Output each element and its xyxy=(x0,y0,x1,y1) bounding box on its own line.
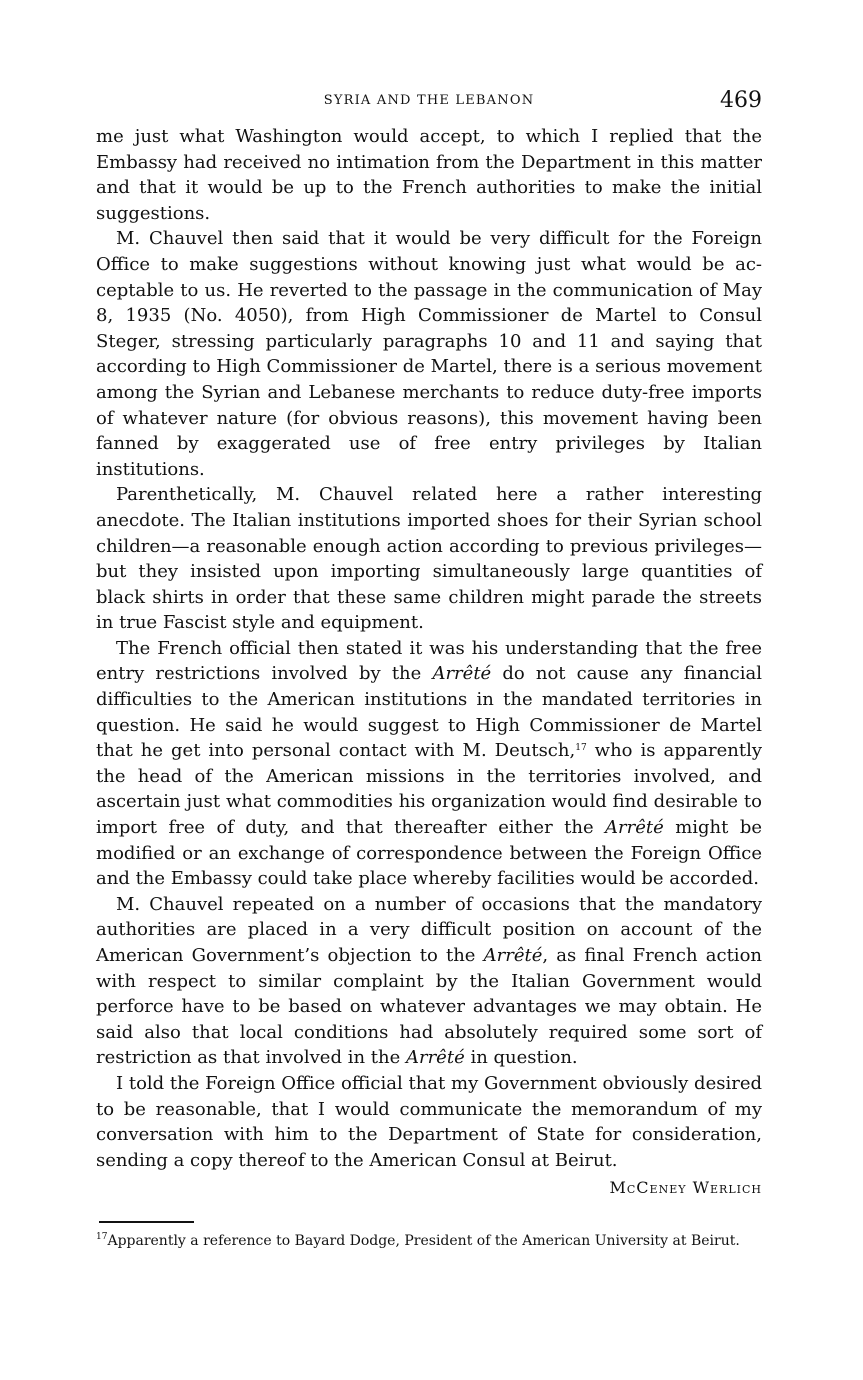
paragraph-4 xyxy=(96,636,762,892)
paragraph-4-text-a: The French official then stated it was his understanding that the free entry restrictions involved by the xyxy=(96,637,762,685)
footnote-reference: 17 xyxy=(575,743,587,754)
footnote xyxy=(96,1233,762,1250)
footnote-text: Apparently a reference to Bayard Dodge, President of the American University at Beirut. xyxy=(107,1232,740,1249)
arrete-term: Arrêté xyxy=(405,1047,465,1069)
signature-name: McCeney Werlich xyxy=(609,1178,762,1198)
paragraph-4-text-b: do not cause any financial difficulties to the American institutions in the mandated territories in question. He said he would suggest to High Commissioner de Martel that he get into personal contact with M. Deutsch, xyxy=(96,663,762,762)
arrete-term: Arrêté xyxy=(605,817,664,839)
page-header xyxy=(96,88,762,122)
paragraph-6: I told the Foreign Office official that my Government obviously desired to be reasonable, that I would communicate the memorandum of my conversation with him to the Department of State for consideration, sending a copy thereof to the American Consul at Beirut. xyxy=(96,1072,763,1171)
paragraph-1: me just what Washington would accept, to which I replied that the Embassy had received no intimation from the Department in this matter and that it would be up to the French authorities to make the initial suggestions. xyxy=(96,126,762,224)
arrete-term: Arrêté xyxy=(483,945,543,966)
footnote-marker: 17 xyxy=(96,1231,108,1242)
paragraph-3: Parenthetically, M. Chauvel related here a rather interesting anecdote. The Italian institutions imported shoes for their Syrian school children—a reasonable enough action according to previous privileges—but they insisted upon importing simultaneously large quantities of black shirts in order that these same children might parade the streets in true Fascist style and equipment. xyxy=(96,484,762,634)
paragraph-5-text-a: M. Chauvel repeated on a number of occasions that the mandatory authorities are placed in a very difficult position on account of the American Government’s objection to the xyxy=(96,893,762,966)
arrete-term: Arrêté xyxy=(432,663,492,685)
paragraph-4-text-c: who is apparently the head of the American missions in the territories involved, and ascertain just what commodities his organization would find desirable to import free of duty, and that thereafter either the xyxy=(96,740,762,839)
signature xyxy=(96,1175,762,1200)
paragraph-2: M. Chauvel then said that it would be very difficult for the Foreign Office to make suggestions without knowing just what would be acceptable to us. He reverted to the passage in the communication of May 8, 1935 (No. 4050), from High Commissioner de Martel to Consul Steger, stressing particularly paragraphs 10 and 11 and saying that according to High Commissioner de Martel, there is a serious movement among the Syrian and Lebanese merchants to reduce duty-free imports of whatever nature (for obvious reasons), this movement having been fanned by exaggerated use of free entry privileges by Italian institutions. xyxy=(96,228,762,480)
body-text xyxy=(96,124,762,1200)
paragraph-5-text-b: , as final French action with respect to similar complaint by the Italian Government would perforce have to be based on whatever advantages we may obtain. He said also that local conditions had absolutely required some sort of restriction as that involved in the xyxy=(96,945,762,1069)
paragraph-4-text-d: might be modified or an exchange of correspondence between the Foreign Office and the Embassy could take place whereby facilities would be accorded. xyxy=(96,817,762,890)
page-number: 469 xyxy=(720,88,762,113)
document-page xyxy=(96,88,762,1250)
running-title: SYRIA AND THE LEBANON xyxy=(323,93,535,108)
paragraph-5 xyxy=(96,892,762,1071)
footnote-divider xyxy=(99,1221,194,1223)
paragraph-5-text-c: in question. xyxy=(464,1047,578,1069)
